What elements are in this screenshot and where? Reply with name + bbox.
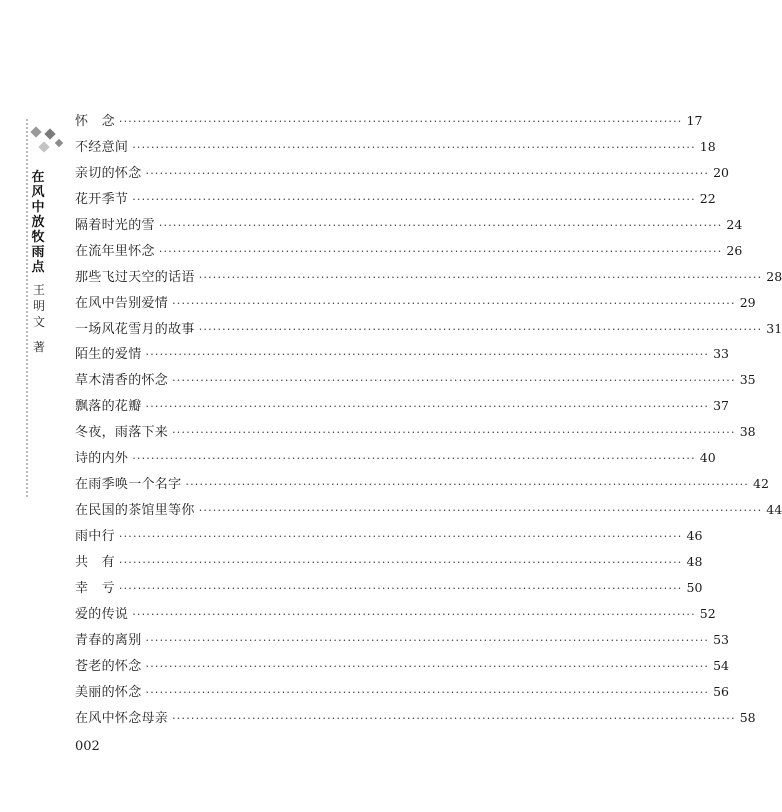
toc-entry-page: 24 (726, 216, 743, 232)
dot-leader: ························································································································ (118, 581, 683, 595)
dot-leader: ························································································································ (132, 140, 696, 154)
toc-entry-page: 28 (766, 268, 782, 284)
toc-entry-title: 在风中告别爱情 (75, 295, 169, 311)
author-name (32, 282, 46, 330)
toc-entry-page: 20 (713, 164, 730, 180)
dot-leader: ························································································································ (118, 530, 683, 543)
toc-entry[interactable] (75, 653, 730, 679)
toc-entry-title: 冬夜，雨落下来 (75, 425, 169, 441)
toc-entry[interactable] (75, 108, 703, 134)
toc-entry-page: 46 (686, 528, 703, 543)
toc-entry-title: 在雨季唤一个名字 (75, 477, 182, 493)
toc-entry[interactable] (75, 679, 730, 705)
book-title (30, 170, 46, 275)
toc-entry-page: 54 (713, 657, 730, 673)
diamond-ornament-icon (44, 128, 55, 139)
toc-entry-title: 陌生的爱情 (75, 347, 142, 363)
dot-leader: ························································································································ (132, 452, 696, 466)
toc-entry-page: 33 (713, 346, 730, 362)
toc-entry-page: 56 (713, 683, 730, 699)
dot-leader: ························································································································ (172, 711, 736, 725)
toc-entry-title: 花开季节 (75, 191, 129, 207)
dot-leader: ························································································································ (145, 659, 710, 673)
dot-leader: ························································································································ (145, 685, 710, 699)
toc-entry-title: 青春的离别 (75, 632, 142, 648)
diamond-ornament-icon (38, 141, 49, 152)
toc-entry[interactable] (75, 316, 782, 342)
toc-entry[interactable] (75, 341, 730, 367)
vertical-char: 点 (31, 260, 45, 275)
dot-leader: ························································································································ (145, 400, 710, 414)
toc-entry-page: 52 (699, 605, 716, 621)
toc-entry-title: 飘落的花瓣 (75, 399, 142, 415)
toc-entry-title: 亲切的怀念 (75, 165, 142, 181)
toc-entry-page: 29 (739, 294, 756, 310)
toc-entry[interactable] (75, 238, 743, 264)
dot-leader: ························································································································ (198, 270, 763, 284)
vertical-char: 风 (31, 185, 45, 200)
toc-entry-page: 17 (686, 113, 703, 128)
toc-entry-title: 那些飞过天空的话语 (75, 269, 195, 285)
dot-leader: ························································································································ (132, 607, 696, 621)
sidebar (0, 0, 60, 812)
toc-entry-title: 怀 念 (75, 114, 115, 129)
toc-entry[interactable] (75, 471, 769, 497)
author-suffix: 著 (32, 340, 45, 354)
toc-entry-page: 53 (713, 631, 730, 647)
diamond-ornament-icon (30, 126, 41, 137)
diamond-ornament-icon (55, 139, 63, 147)
toc-entry[interactable] (75, 523, 703, 549)
toc-entry-title: 幸 亏 (75, 580, 115, 596)
toc-entry-page: 18 (699, 138, 716, 154)
vertical-char: 牧 (31, 230, 45, 245)
dot-leader: ························································································································ (145, 348, 710, 362)
toc-entry-page: 22 (699, 190, 716, 206)
vertical-char: 中 (31, 200, 45, 215)
toc-entry-page: 58 (739, 709, 756, 725)
dot-leader: ························································································································ (198, 322, 763, 336)
toc-entry-page: 26 (726, 242, 743, 258)
toc-entry[interactable] (75, 393, 730, 419)
toc-entry[interactable] (75, 186, 716, 212)
toc-entry-title: 隔着时光的雪 (75, 217, 155, 233)
vertical-char: 王 (32, 283, 45, 297)
dot-leader: ························································································································ (158, 244, 723, 258)
toc-entry[interactable] (75, 601, 716, 627)
toc-entry-title: 草木清香的怀念 (75, 373, 169, 389)
toc-entry-page: 31 (766, 320, 782, 336)
toc-entry-title: 不经意间 (75, 139, 129, 155)
toc-entry[interactable] (75, 705, 756, 731)
dot-leader: ························································································································ (118, 555, 683, 569)
dot-leader: ························································································································ (145, 166, 710, 180)
toc-entry[interactable] (75, 134, 716, 160)
toc-entry-title: 爱的传说 (75, 606, 129, 622)
toc-entry[interactable] (75, 575, 703, 601)
toc-entry-title: 在民国的茶馆里等你 (75, 503, 195, 519)
dot-leader: ························································································································ (172, 296, 736, 310)
dot-leader: ························································································································ (132, 192, 696, 206)
dot-leader: ························································································································ (198, 504, 763, 518)
toc-entry-title: 一场风花雪月的故事 (75, 321, 195, 337)
toc-entry-page: 38 (739, 424, 756, 440)
toc-entry-page: 40 (699, 450, 716, 466)
toc-entry-title: 苍老的怀念 (75, 658, 142, 674)
vertical-char: 放 (31, 215, 45, 230)
dot-leader: ························································································································ (185, 478, 749, 492)
dot-leader: ························································································································ (145, 633, 710, 647)
toc-entry[interactable] (75, 549, 703, 575)
toc-entry-page: 37 (713, 398, 730, 414)
toc-entry[interactable] (75, 419, 756, 445)
toc-entry-page: 44 (766, 502, 782, 518)
toc-entry-page: 42 (753, 476, 769, 492)
vertical-char: 明 (32, 299, 45, 313)
toc-entry-page: 48 (686, 553, 703, 569)
toc-entry[interactable] (75, 497, 782, 523)
toc-entry-page: 35 (739, 372, 756, 388)
table-of-contents (75, 108, 782, 731)
vertical-char: 文 (32, 315, 45, 329)
dotted-rule (26, 119, 28, 497)
vertical-char: 雨 (31, 245, 45, 260)
dot-leader: ························································································································ (172, 426, 736, 440)
toc-entry[interactable] (75, 160, 730, 186)
toc-entry[interactable] (75, 290, 756, 316)
toc-entry-title: 在流年里怀念 (75, 243, 155, 259)
toc-entry[interactable] (75, 212, 743, 238)
toc-entry-page: 50 (686, 579, 703, 595)
toc-entry-title: 诗的内外 (75, 451, 129, 467)
vertical-char: 在 (31, 170, 45, 185)
toc-entry-title: 在风中怀念母亲 (75, 710, 169, 726)
toc-entry-title: 雨中行 (75, 529, 115, 544)
dot-leader: ························································································································ (118, 115, 683, 128)
page-number: 002 (75, 739, 100, 754)
toc-entry[interactable] (75, 445, 716, 471)
toc-entry[interactable] (75, 367, 756, 393)
dot-leader: ························································································································ (158, 218, 723, 232)
toc-entry-title: 共 有 (75, 554, 115, 570)
toc-entry[interactable] (75, 627, 730, 653)
dot-leader: ························································································································ (172, 374, 736, 388)
toc-entry-title: 美丽的怀念 (75, 684, 142, 700)
toc-entry[interactable] (75, 264, 782, 290)
